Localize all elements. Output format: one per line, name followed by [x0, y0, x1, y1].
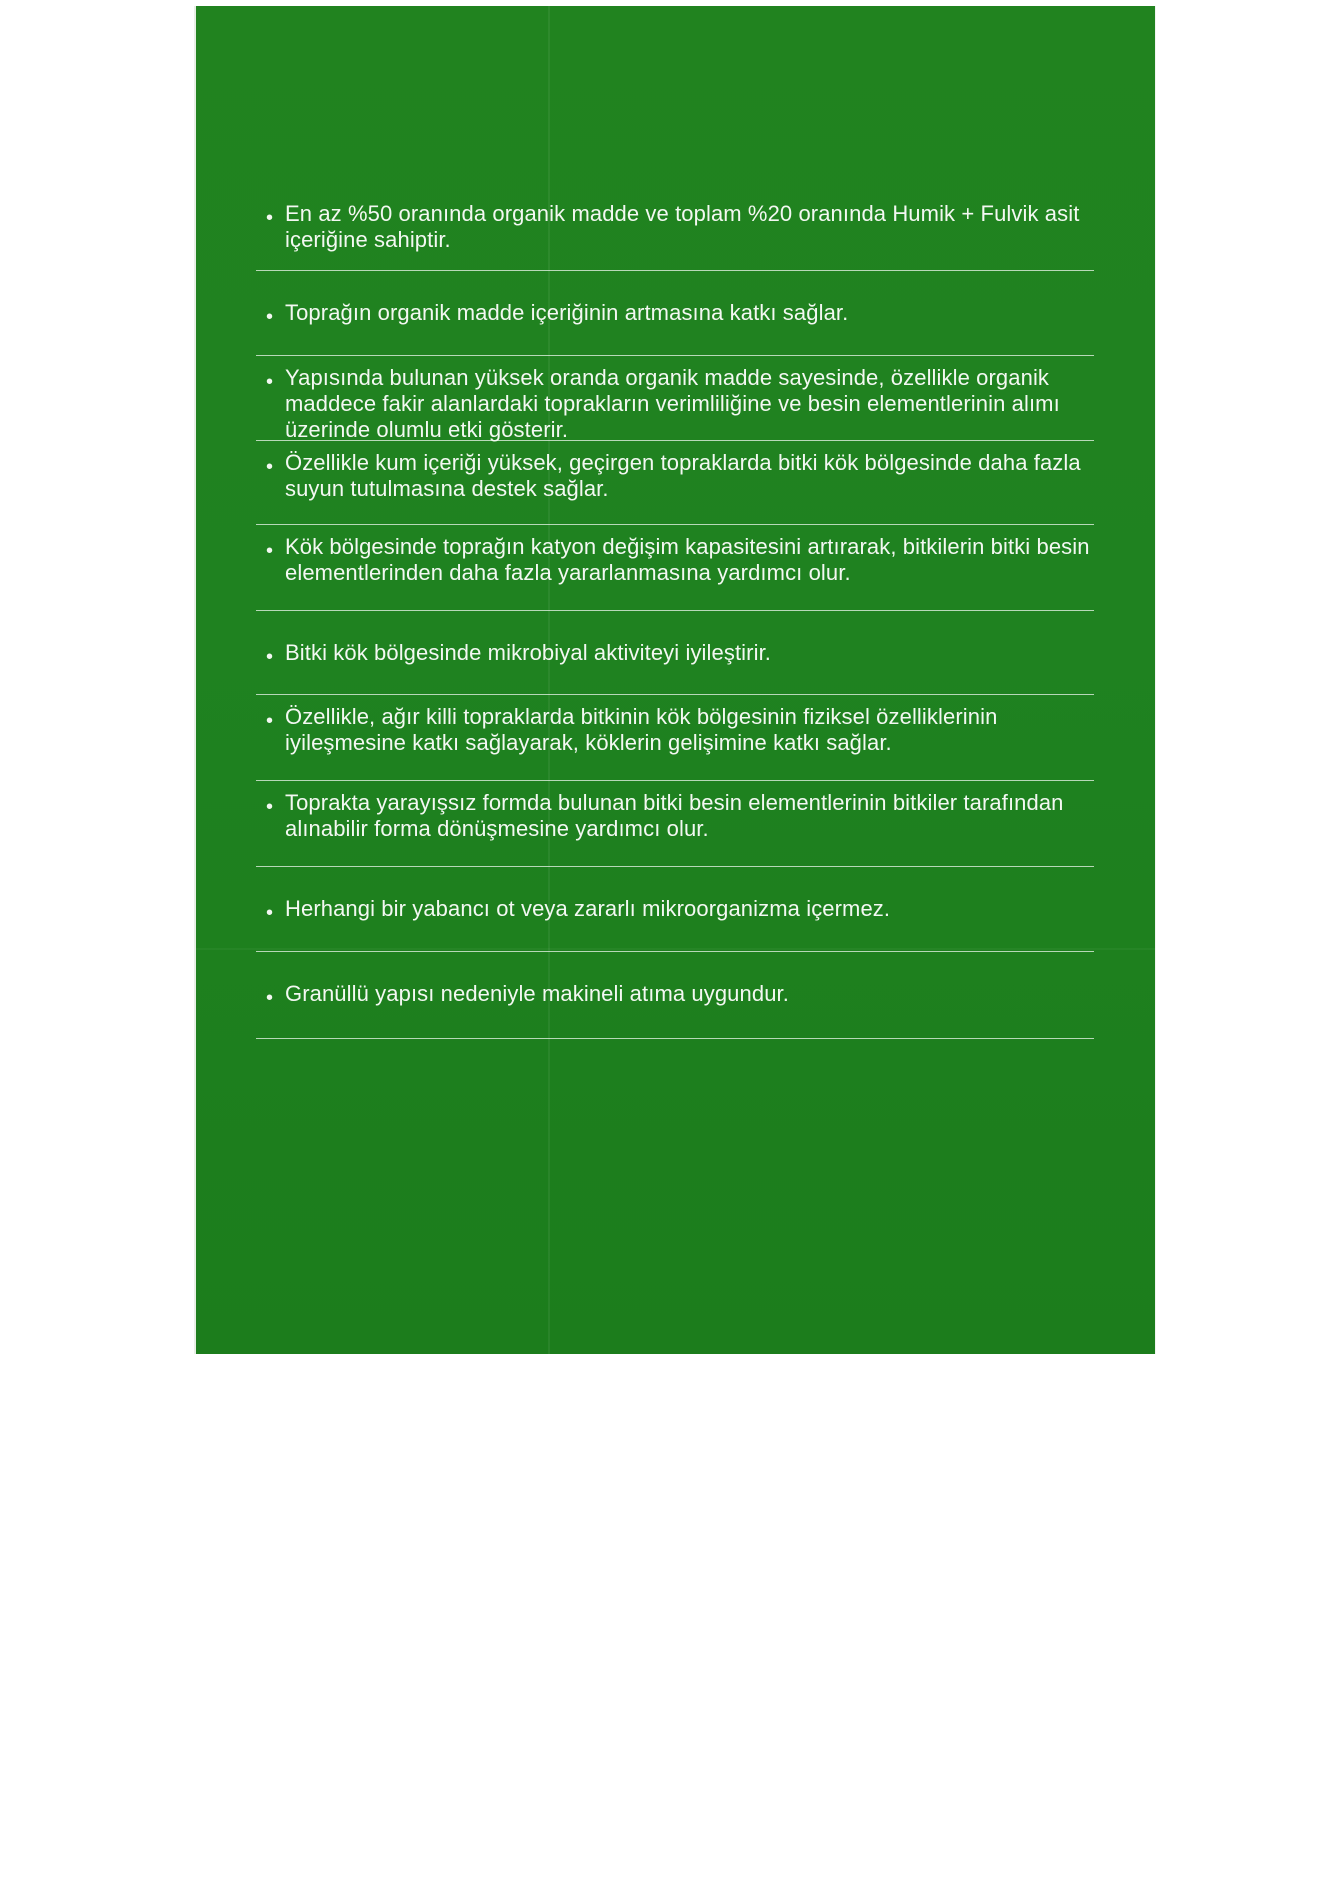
bullet-icon: • [266, 987, 274, 1009]
feature-text: Toprağın organik madde içeriğinin artmasına katkı sağlar. [285, 300, 849, 325]
feature-item-granular [256, 952, 1094, 1039]
bullet-icon: • [266, 902, 274, 924]
green-panel [196, 6, 1155, 1354]
feature-item-water-retention [256, 441, 1094, 525]
bullet-icon: • [266, 456, 274, 478]
feature-list [256, 192, 1094, 1039]
feature-text: Toprakta yarayışsız formda bulunan bitki besin elementlerinin bitkiler tarafından alınabilir forma dönüşmesine yardımcı olur. [285, 790, 1064, 841]
feature-item-organic-matter-increase [256, 271, 1094, 356]
bullet-icon: • [266, 540, 274, 562]
bullet-icon: • [266, 306, 274, 328]
feature-text: Herhangi bir yabancı ot veya zararlı mikroorganizma içermez. [285, 896, 891, 921]
bullet-icon: • [266, 207, 274, 229]
feature-item-cation-exchange [256, 525, 1094, 611]
bullet-icon: • [266, 710, 274, 732]
feature-text: En az %50 oranında organik madde ve toplam %20 oranında Humik + Fulvik asit içeriğine sahiptir. [285, 201, 1080, 252]
bullet-icon: • [266, 796, 274, 818]
feature-item-fertility [256, 356, 1094, 441]
feature-item-clay-soils [256, 695, 1094, 781]
bullet-icon: • [266, 371, 274, 393]
feature-text: Özellikle kum içeriği yüksek, geçirgen topraklarda bitki kök bölgesinde daha fazla suyun tutulmasına destek sağlar. [285, 450, 1081, 501]
feature-text: Özellikle, ağır killi topraklarda bitkinin kök bölgesinin fiziksel özelliklerinin iyileşmesine katkı sağlayarak, köklerin gelişimine katkı sağlar. [285, 704, 998, 755]
feature-item-no-weeds [256, 867, 1094, 952]
feature-text: Kök bölgesinde toprağın katyon değişim kapasitesini artırarak, bitkilerin bitki besin elementlerinden daha fazla yararlanmasına yardımcı olur. [285, 534, 1090, 585]
feature-text: Bitki kök bölgesinde mikrobiyal aktiviteyi iyileştirir. [285, 640, 771, 665]
bullet-icon: • [266, 646, 274, 668]
feature-item-organic-content [256, 192, 1094, 271]
feature-item-nutrient-availability [256, 781, 1094, 867]
feature-item-microbial-activity [256, 611, 1094, 695]
feature-text: Yapısında bulunan yüksek oranda organik madde sayesinde, özellikle organik maddece fakir alanlardaki toprakların verimliliğine ve besin elementlerinin alımı üzerinde olumlu etki gösterir. [285, 365, 1060, 442]
feature-text: Granüllü yapısı nedeniyle makineli atıma uygundur. [285, 981, 789, 1006]
